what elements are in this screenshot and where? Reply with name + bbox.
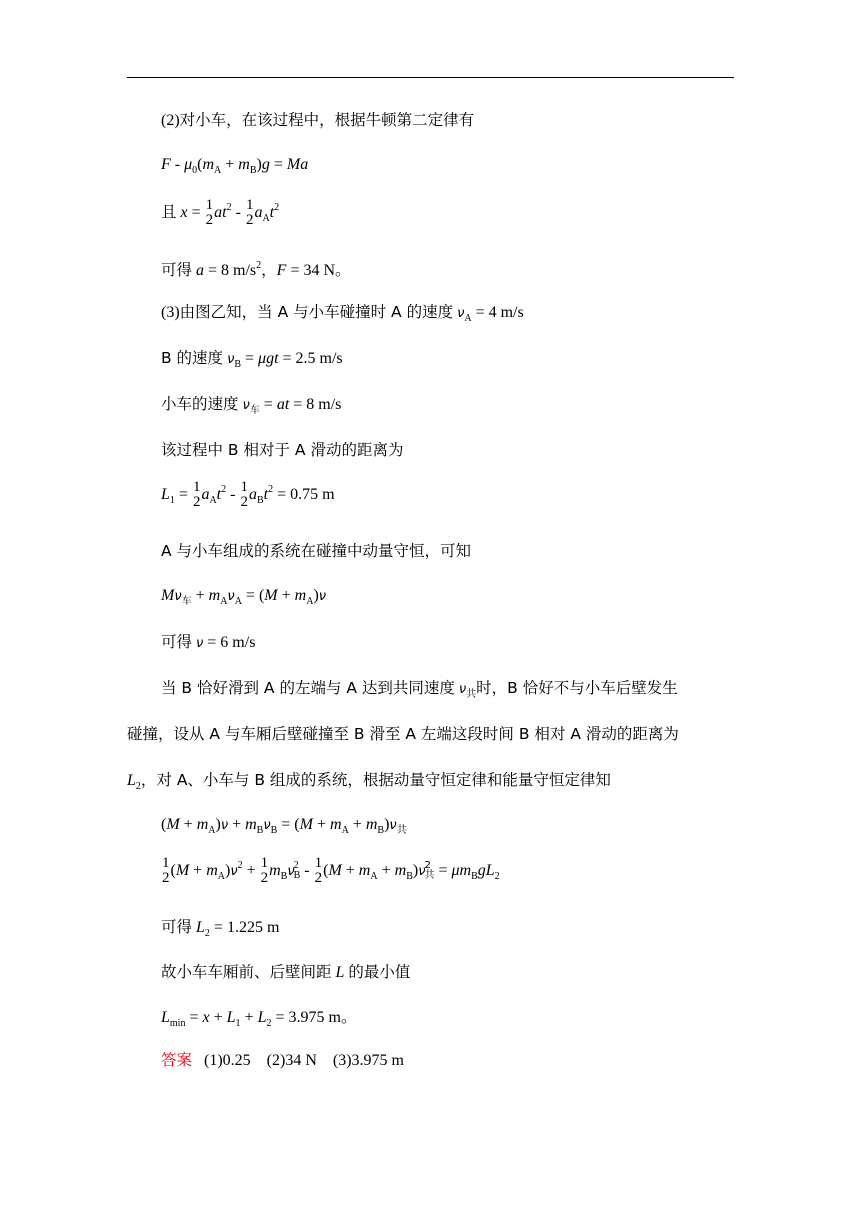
section-2-intro: (2)对小车，在该过程中，根据牛顿第二定律有	[161, 111, 475, 129]
equation-momentum-2: $(M + m_A)\nu + m_B\nu_B = (M + m_A + m_B)\nu_共$	[161, 816, 407, 836]
equation-momentum-1: $M\nu_车 + m_A\nu_A = (M + m_A)\nu$	[161, 587, 327, 607]
equation-displacement: 且 x = 1 2 $at^2$ - 1 2 $a_At^2$	[161, 197, 280, 229]
equation-final: $L_{min} = x + L_1 + L_2 = 3.975$ m。	[161, 1009, 357, 1029]
equation-energy: 1 2 $(M + m_A)\nu^2$ + 1 2 $m_B\nu$ 2 B - 1 2 $(M + m_A + m_B)\nu$ 2 共 = $\mu m_BgL_2$	[162, 855, 500, 887]
section-3-intro: (3)由图乙知，当 A 与小车碰撞时 A 的速度 $\nu_A = 4$ m/s	[161, 303, 524, 324]
header-rule	[127, 77, 734, 78]
b-speed: B 的速度 $\nu_B = \mu gt = 2.5$ m/s	[161, 349, 343, 370]
result-a-F: 可得 a = 8 $m/s^2$，F = 34 N。	[161, 260, 352, 279]
answer-label: 答案	[161, 1051, 193, 1069]
paragraph-line-3: $L_2$，对 A、小车与 B 组成的系统，根据动量守恒定律和能量守恒定律知	[127, 771, 611, 792]
answer-value: (1)0.25 (2)34 N (3)3.975 m	[204, 1052, 404, 1069]
answer-line	[161, 1050, 404, 1071]
paragraph-line-2: 碰撞，设从 A 与车厢后壁碰撞至 B 滑至 A 左端这段时间 B 相对 A 滑动的距离为	[127, 725, 679, 743]
result-L2: 可得 $L_2 = 1.225$ m	[161, 918, 280, 939]
result-v: 可得 ν = 6 m/s	[161, 633, 256, 651]
momentum-text: A 与小车组成的系统在碰撞中动量守恒，可知	[161, 542, 472, 560]
equation-L1: $L_1$ = 1 2 $a_At^2$ - 1 2 $a_Bt^2 = 0.75$ m	[161, 479, 335, 511]
equation-newton: $F - \mu_0(m_A + m_B)g = Ma$	[161, 156, 309, 176]
paragraph-line-1: 当 B 恰好滑到 A 的左端与 A 达到共同速度 $\nu_共$时，B 恰好不与小车后壁发生	[161, 679, 678, 700]
slide-distance-text: 该过程中 B 相对于 A 滑动的距离为	[161, 441, 404, 459]
min-distance-text: 故小车车厢前、后壁间距 L 的最小值	[161, 963, 411, 981]
car-speed: 小车的速度 $\nu_车$ = at = 8 m/s	[161, 395, 342, 416]
